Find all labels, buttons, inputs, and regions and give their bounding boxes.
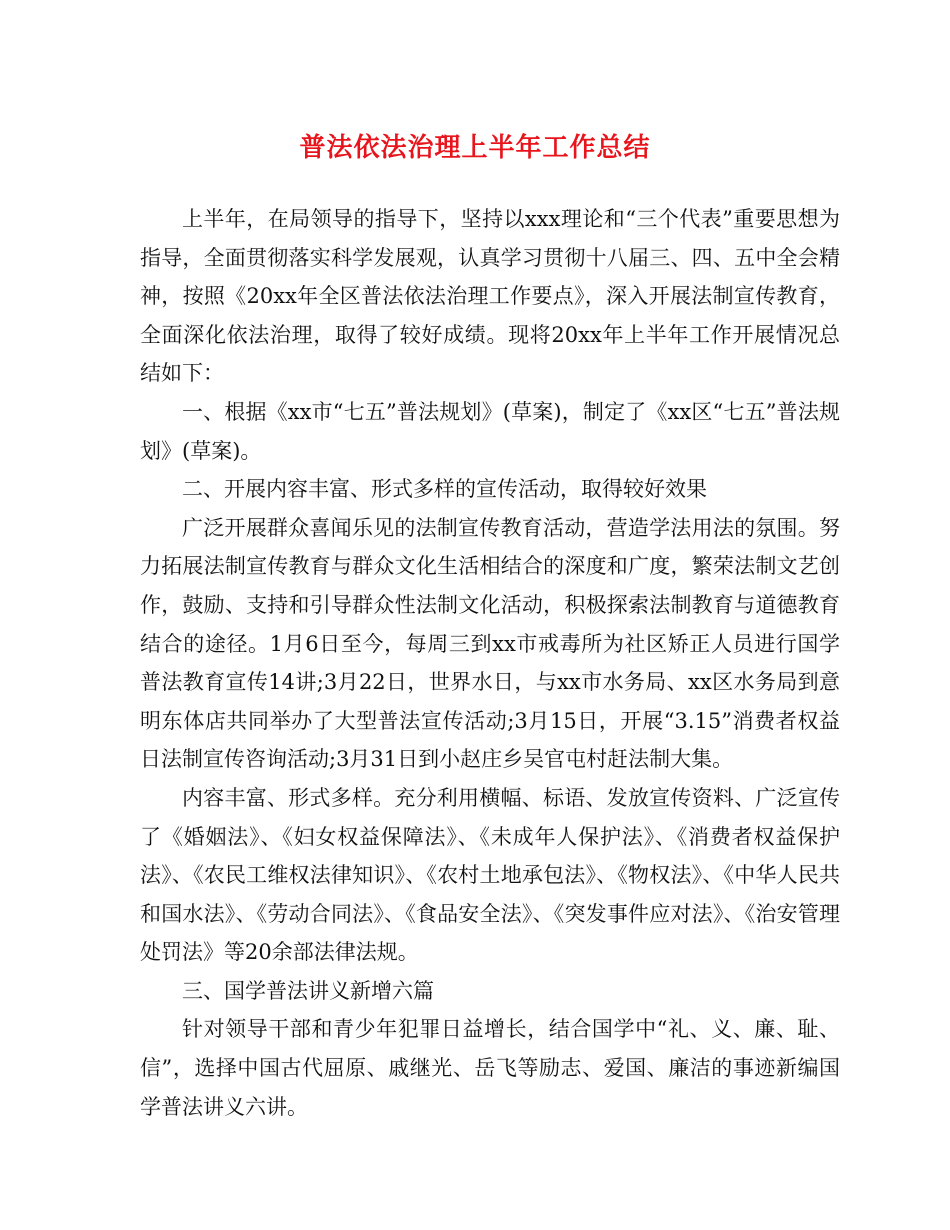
heading-section-2: 二、开展内容丰富、形式多样的宣传活动，取得较好效果 bbox=[182, 477, 707, 502]
document-body bbox=[140, 200, 840, 1126]
paragraph-content-forms: 内容丰富、形式多样。充分利用横幅、标语、发放宣传资料、广泛宣传了《婚姻法》、《妇女权益保障法》、《未成年人保护法》、《消费者权益保护法》、《农民工维权法律知识》、《农村土地承包法》、《物权法》、《中华人民共和国水法》、《劳动合同法》、《食品安全法》、《突发事件应对法》、《治安管理处罚法》等20余部法律法规。 bbox=[140, 785, 840, 965]
document-title: 普法依法治理上半年工作总结 bbox=[299, 133, 651, 163]
paragraph-activities: 广泛开展群众喜闻乐见的法制宣传教育活动，营造学法用法的氛围。努力拓展法制宣传教育与群众文化生活相结合的深度和广度，繁荣法制文艺创作，鼓励、支持和引导群众性法制文化活动，积极探索法制教育与道德教育结合的途径。1月6日至今，每周三到xx市戒毒所为社区矫正人员进行国学普法教育宣传14讲;3月22日，世界水日，与xx市水务局、xx区水务局到意明东体店共同举办了大型普法宣传活动;3月15日，开展“3.15”消费者权益日法制宣传咨询活动;3月31日到小赵庄乡吴官屯村赶法制大集。 bbox=[140, 515, 840, 772]
paragraph-intro: 上半年，在局领导的指导下，坚持以xxx理论和“三个代表”重要思想为指导，全面贯彻落实科学发展观，认真学习贯彻十八届三、四、五中全会精神，按照《20xx年全区普法依法治理工作要点》，深入开展法制宣传教育，全面深化依法治理，取得了较好成绩。现将20xx年上半年工作开展情况总结如下： bbox=[140, 207, 840, 386]
paragraph-lectures: 针对领导干部和青少年犯罪日益增长，结合国学中“礼、义、廉、耻、信”，选择中国古代屈原、戚继光、岳飞等励志、爱国、廉洁的事迹新编国学普法讲义六讲。 bbox=[140, 1017, 840, 1119]
paragraph-section-1: 一、根据《xx市“七五”普法规划》(草案)，制定了《xx区“七五”普法规划》(草案)。 bbox=[140, 399, 840, 463]
heading-section-3: 三、国学普法讲义新增六篇 bbox=[182, 978, 434, 1003]
